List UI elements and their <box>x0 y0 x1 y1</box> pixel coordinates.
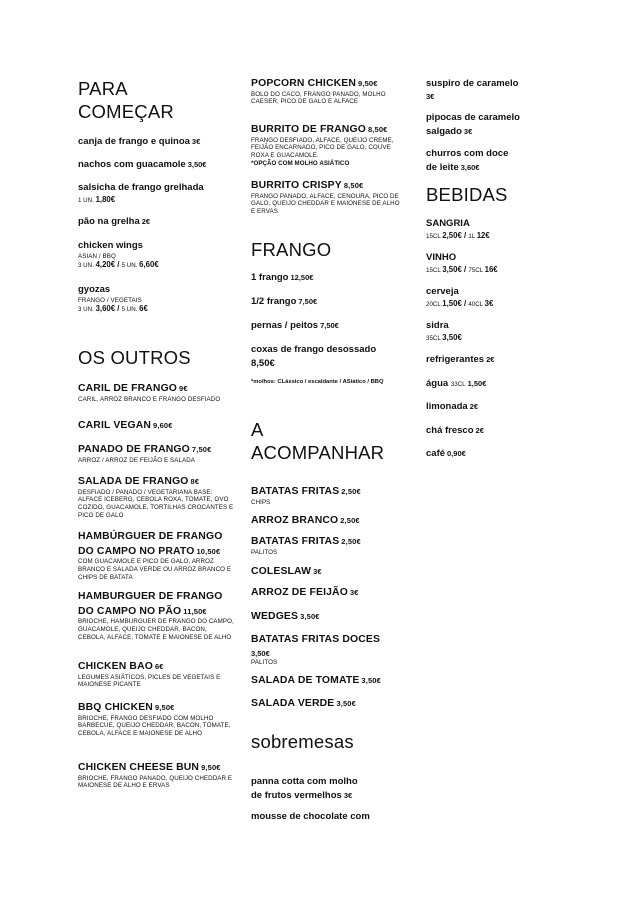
section-title-os-outros: OS OUTROS <box>78 347 191 368</box>
item-price: 12,50€ <box>290 273 314 282</box>
item-description: BOLO DO CACO, FRANGO PANADO, MOLHO CAESER, PICO DE GALO E ALFACE <box>251 90 386 106</box>
item-name: CARIL DE FRANGO <box>78 383 178 394</box>
item-name: coxas de frango desossado <box>251 344 377 355</box>
item-name: limonada <box>426 401 468 412</box>
section-title-frango: FRANGO <box>251 239 332 260</box>
section-title-sobremesas: sobremesas <box>251 731 354 752</box>
menu-item-wings <box>78 240 236 270</box>
item-size: 5 UN. <box>121 306 138 314</box>
item-price: 2,50€ <box>442 230 462 240</box>
item-size: 35CL <box>426 334 441 342</box>
menu-item-coleslaw <box>251 566 401 579</box>
item-price: 4,20€ <box>95 260 116 270</box>
item-name: CHICKEN BAO <box>78 661 153 672</box>
item-price: 6,60€ <box>139 260 159 270</box>
section-title-line-2: COMEÇAR <box>78 101 174 122</box>
item-size: 5 UN. <box>121 262 138 270</box>
item-description: DESFIADO / PANADO / VEGETARIANA BASE: ALFACE ICEBERG, CEBOLA ROXA, TOMATE, OVO COZIDO, GUACAMOLE, TORTILHAS CROCANTES E PICO DE GALO <box>78 488 234 519</box>
item-price: 3€ <box>313 567 322 576</box>
menu-item-suspiro <box>426 78 556 103</box>
item-size: 20CL <box>426 300 441 308</box>
item-name: suspiro de caramelo <box>426 78 519 89</box>
item-price: 9,50€ <box>201 763 221 772</box>
separator: / <box>461 264 469 274</box>
item-name: nachos com guacamole <box>78 159 186 170</box>
item-description: FRANGO / VEGETAIS <box>78 296 142 304</box>
item-price: 3,50€ <box>361 676 381 685</box>
item-note: *OPÇÃO COM MOLHO ASIÁTICO <box>251 159 350 167</box>
item-name: gyozas <box>78 284 111 295</box>
item-price: 10,50€ <box>196 546 221 556</box>
item-name: água <box>426 378 449 389</box>
section-title-line-1: PARA <box>78 78 128 99</box>
menu-item-salsicha <box>78 182 236 205</box>
item-price: 3,50€ <box>336 699 356 708</box>
item-size: 40CL <box>468 300 483 308</box>
item-name: POPCORN CHICKEN <box>251 78 357 89</box>
menu-item-coxas <box>251 344 401 370</box>
item-size: 1L <box>468 232 475 240</box>
item-name: HAMBÚRGUER DE FRANGO <box>78 531 223 542</box>
item-price: 0,90€ <box>447 449 466 458</box>
item-price: 3€ <box>343 790 353 800</box>
item-name: CHICKEN CHEESE BUN <box>78 762 200 773</box>
item-price: 1,80€ <box>95 194 116 204</box>
item-name: BATATAS FRITAS <box>251 536 340 547</box>
item-price: 8,50€ <box>367 125 388 134</box>
section-title-bebidas: BEBIDAS <box>426 184 508 205</box>
item-description: CARIL, ARROZ BRANCO E FRANGO DESFIADO <box>78 395 221 403</box>
item-price: 3€ <box>463 126 473 136</box>
item-price: 2,50€ <box>341 487 361 496</box>
item-price: 9,50€ <box>154 703 175 712</box>
menu-item-wedges <box>251 611 401 624</box>
menu-item-frango-inteiro <box>251 272 401 285</box>
item-price: 7,50€ <box>191 445 212 454</box>
item-price: 7,50€ <box>298 297 318 306</box>
item-price: 9,60€ <box>153 421 173 430</box>
item-name: BURRITO DE FRANGO <box>251 124 366 135</box>
item-price: 3,50€ <box>442 332 462 342</box>
separator: / <box>461 230 469 240</box>
menu-item-bbq-chicken <box>78 702 236 738</box>
menu-item-salada-verde <box>251 698 401 711</box>
menu-item-meio-frango <box>251 296 401 309</box>
menu-item-burrito-crispy <box>251 180 401 216</box>
item-price: 11,50€ <box>183 606 207 616</box>
menu-item-salada-frango <box>78 476 236 520</box>
item-name: 1/2 frango <box>251 296 297 307</box>
menu-item-pernas-peitos <box>251 320 401 333</box>
menu-item-pao <box>78 216 236 229</box>
item-description: BRIOCHE, HAMBURGUER DE FRANGO DO CAMPO, GUACAMOLE, QUEIJO CHEDDAR, BACON, CEBOLA, ALFACE, TOMATE E MAIONESE DE ALHO <box>78 618 234 641</box>
item-name: COLESLAW <box>251 566 312 577</box>
item-name: CARIL VEGAN <box>78 420 152 431</box>
item-name: chicken wings <box>78 240 143 251</box>
item-price: 2€ <box>475 426 484 435</box>
item-name: PANADO DE FRANGO <box>78 444 190 455</box>
item-price: 3€ <box>484 298 494 308</box>
item-name: SALADA DE FRANGO <box>78 476 189 487</box>
menu-item-panna-cotta <box>251 776 401 802</box>
menu-item-caril-frango <box>78 383 236 403</box>
item-name: BATATAS FRITAS <box>251 486 340 497</box>
item-name: pernas / peitos <box>251 320 319 331</box>
menu-item-sangria <box>426 218 556 241</box>
item-name: SANGRIA <box>426 218 470 229</box>
menu-item-canja <box>78 136 236 149</box>
item-size: 15CL <box>426 232 441 240</box>
menu-item-arroz-branco <box>251 515 401 528</box>
item-price: 3€ <box>426 91 435 101</box>
menu-item-agua <box>426 378 556 392</box>
menu-item-refrigerantes <box>426 354 556 367</box>
menu-item-caril-vegan <box>78 420 236 433</box>
menu-item-arroz-feijao <box>251 587 401 600</box>
menu-item-nachos <box>78 159 236 172</box>
item-price: 12€ <box>476 230 490 240</box>
menu-item-gyozas <box>78 284 236 314</box>
menu-item-batatas-chips <box>251 486 401 506</box>
item-name: DO CAMPO NO PRATO <box>78 545 195 557</box>
item-name: BURRITO CRISPY <box>251 180 342 191</box>
item-price: 9€ <box>179 384 188 393</box>
molhos-note: *molhos: CLássico / escaldante / ASiático / BBQ <box>251 379 384 385</box>
item-name: WEDGES <box>251 611 299 622</box>
menu-item-batatas-palitos <box>251 536 401 556</box>
item-name: HAMBURGUER DE FRANGO <box>78 591 223 602</box>
menu-item-sidra <box>426 320 556 343</box>
item-description: COM GUACAMOLE E PICO DE GALO, ARROZ BRANCO E SALADA VERDE OU ARROZ BRANCO E CHIPS DE BATATA <box>78 558 232 581</box>
item-price: 2,50€ <box>340 516 360 525</box>
item-size: 1 UN. <box>78 196 94 204</box>
item-price: 9,50€ <box>358 79 378 88</box>
item-description: ARROZ / ARROZ DE FEIJÃO E SALADA <box>78 456 196 464</box>
section-title-acompanhar <box>251 418 401 464</box>
item-name: ARROZ DE FEIJÃO <box>251 587 348 598</box>
item-name: BBQ CHICKEN <box>78 702 153 713</box>
item-name: panna cotta com molho <box>251 776 358 787</box>
item-size: 15CL <box>426 266 441 274</box>
menu-item-cafe <box>426 448 556 461</box>
item-description: FRANGO DESFIADO, ALFACE, QUEIJO CREME, FEIJÃO ENCARNADO, PICO DE GALO, COUVE ROXA E GUACAMOLE. <box>251 136 394 160</box>
menu-item-churros <box>426 148 556 174</box>
item-name: salsicha de frango grelhada <box>78 182 204 193</box>
item-description: BRIOCHE, FRANGO PANADO, QUEIJO CHEDDAR E MAIONESE DE ALHO E ERVAS <box>78 774 233 790</box>
item-price: 16€ <box>484 264 498 274</box>
menu-item-limonada <box>426 401 556 414</box>
item-name: canja de frango e quinoa <box>78 136 190 147</box>
item-name: sidra <box>426 320 449 331</box>
item-description: PALITOS <box>251 548 278 556</box>
item-price: 3€ <box>349 588 359 597</box>
item-price: 2€ <box>141 217 151 226</box>
menu-item-mousse: mousse de chocolate com <box>251 811 370 822</box>
menu-item-hamburguer-prato <box>78 531 236 581</box>
item-name: pão na grelha <box>78 216 140 227</box>
section-title-para-comecar <box>78 77 236 123</box>
menu-item-salada-tomate <box>251 675 401 688</box>
item-size: 3 UN. <box>78 262 94 270</box>
item-name: de leite <box>426 161 459 173</box>
item-price: 8,50€ <box>251 357 275 369</box>
item-price: 8€ <box>190 477 200 486</box>
item-name: SALADA DE TOMATE <box>251 675 360 686</box>
item-price: 3,60€ <box>460 162 480 172</box>
menu-item-vinho <box>426 252 556 275</box>
item-price: 2€ <box>469 402 479 411</box>
item-price: 3,50€ <box>300 612 320 621</box>
separator: / <box>115 260 122 270</box>
item-description: ASIAN / BBQ <box>78 252 116 260</box>
item-description: LEGUMES ASIÁTICOS, PICLES DE VEGETAIS E MAIONESE PICANTE <box>78 673 221 689</box>
item-name: salgado <box>426 125 462 137</box>
item-size: 33CL <box>450 381 466 388</box>
item-description: BRIOCHE, FRANGO DESFIADO COM MOLHO BARBECUE, QUEIJO CHEDDAR, BACON, TOMATE, CEBOLA, ALFACE E MAIONESE DE ALHO <box>78 714 231 738</box>
item-name: BATATAS FRITAS DOCES <box>251 634 381 645</box>
menu-item-popcorn-chicken <box>251 78 401 106</box>
item-size: 75CL <box>468 266 483 274</box>
item-name: chá fresco <box>426 425 474 436</box>
item-price: 3,60€ <box>95 304 116 314</box>
item-name: 1 frango <box>251 272 289 283</box>
item-price: 2,50€ <box>341 537 361 546</box>
item-price: 2€ <box>486 355 495 364</box>
menu-item-batatas-doces <box>251 634 401 666</box>
item-price: 6€ <box>154 662 164 671</box>
item-name: DO CAMPO NO PÃO <box>78 605 182 617</box>
item-price: 3,50€ <box>251 648 270 658</box>
menu-item-burrito-frango <box>251 124 401 168</box>
item-description: FRANGO PANADO, ALFACE, CENOURA, PICO DE GALO, QUEIJO CHEDDAR E MAIONESE DE ALHO E ERVAS <box>251 192 400 216</box>
item-description: CHIPS <box>251 498 271 506</box>
menu-item-cerveja <box>426 286 556 309</box>
item-description: PALITOS <box>251 658 278 666</box>
item-name: cerveja <box>426 286 459 297</box>
menu-item-cha-fresco <box>426 425 556 438</box>
item-name: VINHO <box>426 252 457 263</box>
item-name: pipocas de caramelo <box>426 112 520 123</box>
item-price: 6€ <box>139 304 148 314</box>
menu-item-pipocas <box>426 112 556 138</box>
item-price: 3,50€ <box>442 264 462 274</box>
item-name: refrigerantes <box>426 354 485 365</box>
item-price: 8,50€ <box>343 181 364 190</box>
item-price: 3€ <box>191 137 201 146</box>
section-title-line-2: ACOMPANHAR <box>251 442 385 463</box>
separator: / <box>461 298 469 308</box>
item-size: 3 UN. <box>78 306 94 314</box>
separator: / <box>115 304 122 314</box>
menu-item-chicken-bao <box>78 661 236 689</box>
item-price: 1,50€ <box>467 379 487 388</box>
section-title-line-1: A <box>251 419 264 440</box>
menu-item-hamburguer-pao <box>78 591 236 641</box>
item-name: churros com doce <box>426 148 509 159</box>
item-price: 3,50€ <box>187 160 207 169</box>
item-name: SALADA VERDE <box>251 698 335 709</box>
item-price: 1,50€ <box>442 298 462 308</box>
item-name: café <box>426 448 446 459</box>
menu-item-panado <box>78 444 236 464</box>
menu-item-cheese-bun <box>78 762 236 790</box>
item-name: de frutos vermelhos <box>251 789 342 801</box>
item-price: 7,50€ <box>320 321 339 330</box>
item-name: ARROZ BRANCO <box>251 515 339 526</box>
